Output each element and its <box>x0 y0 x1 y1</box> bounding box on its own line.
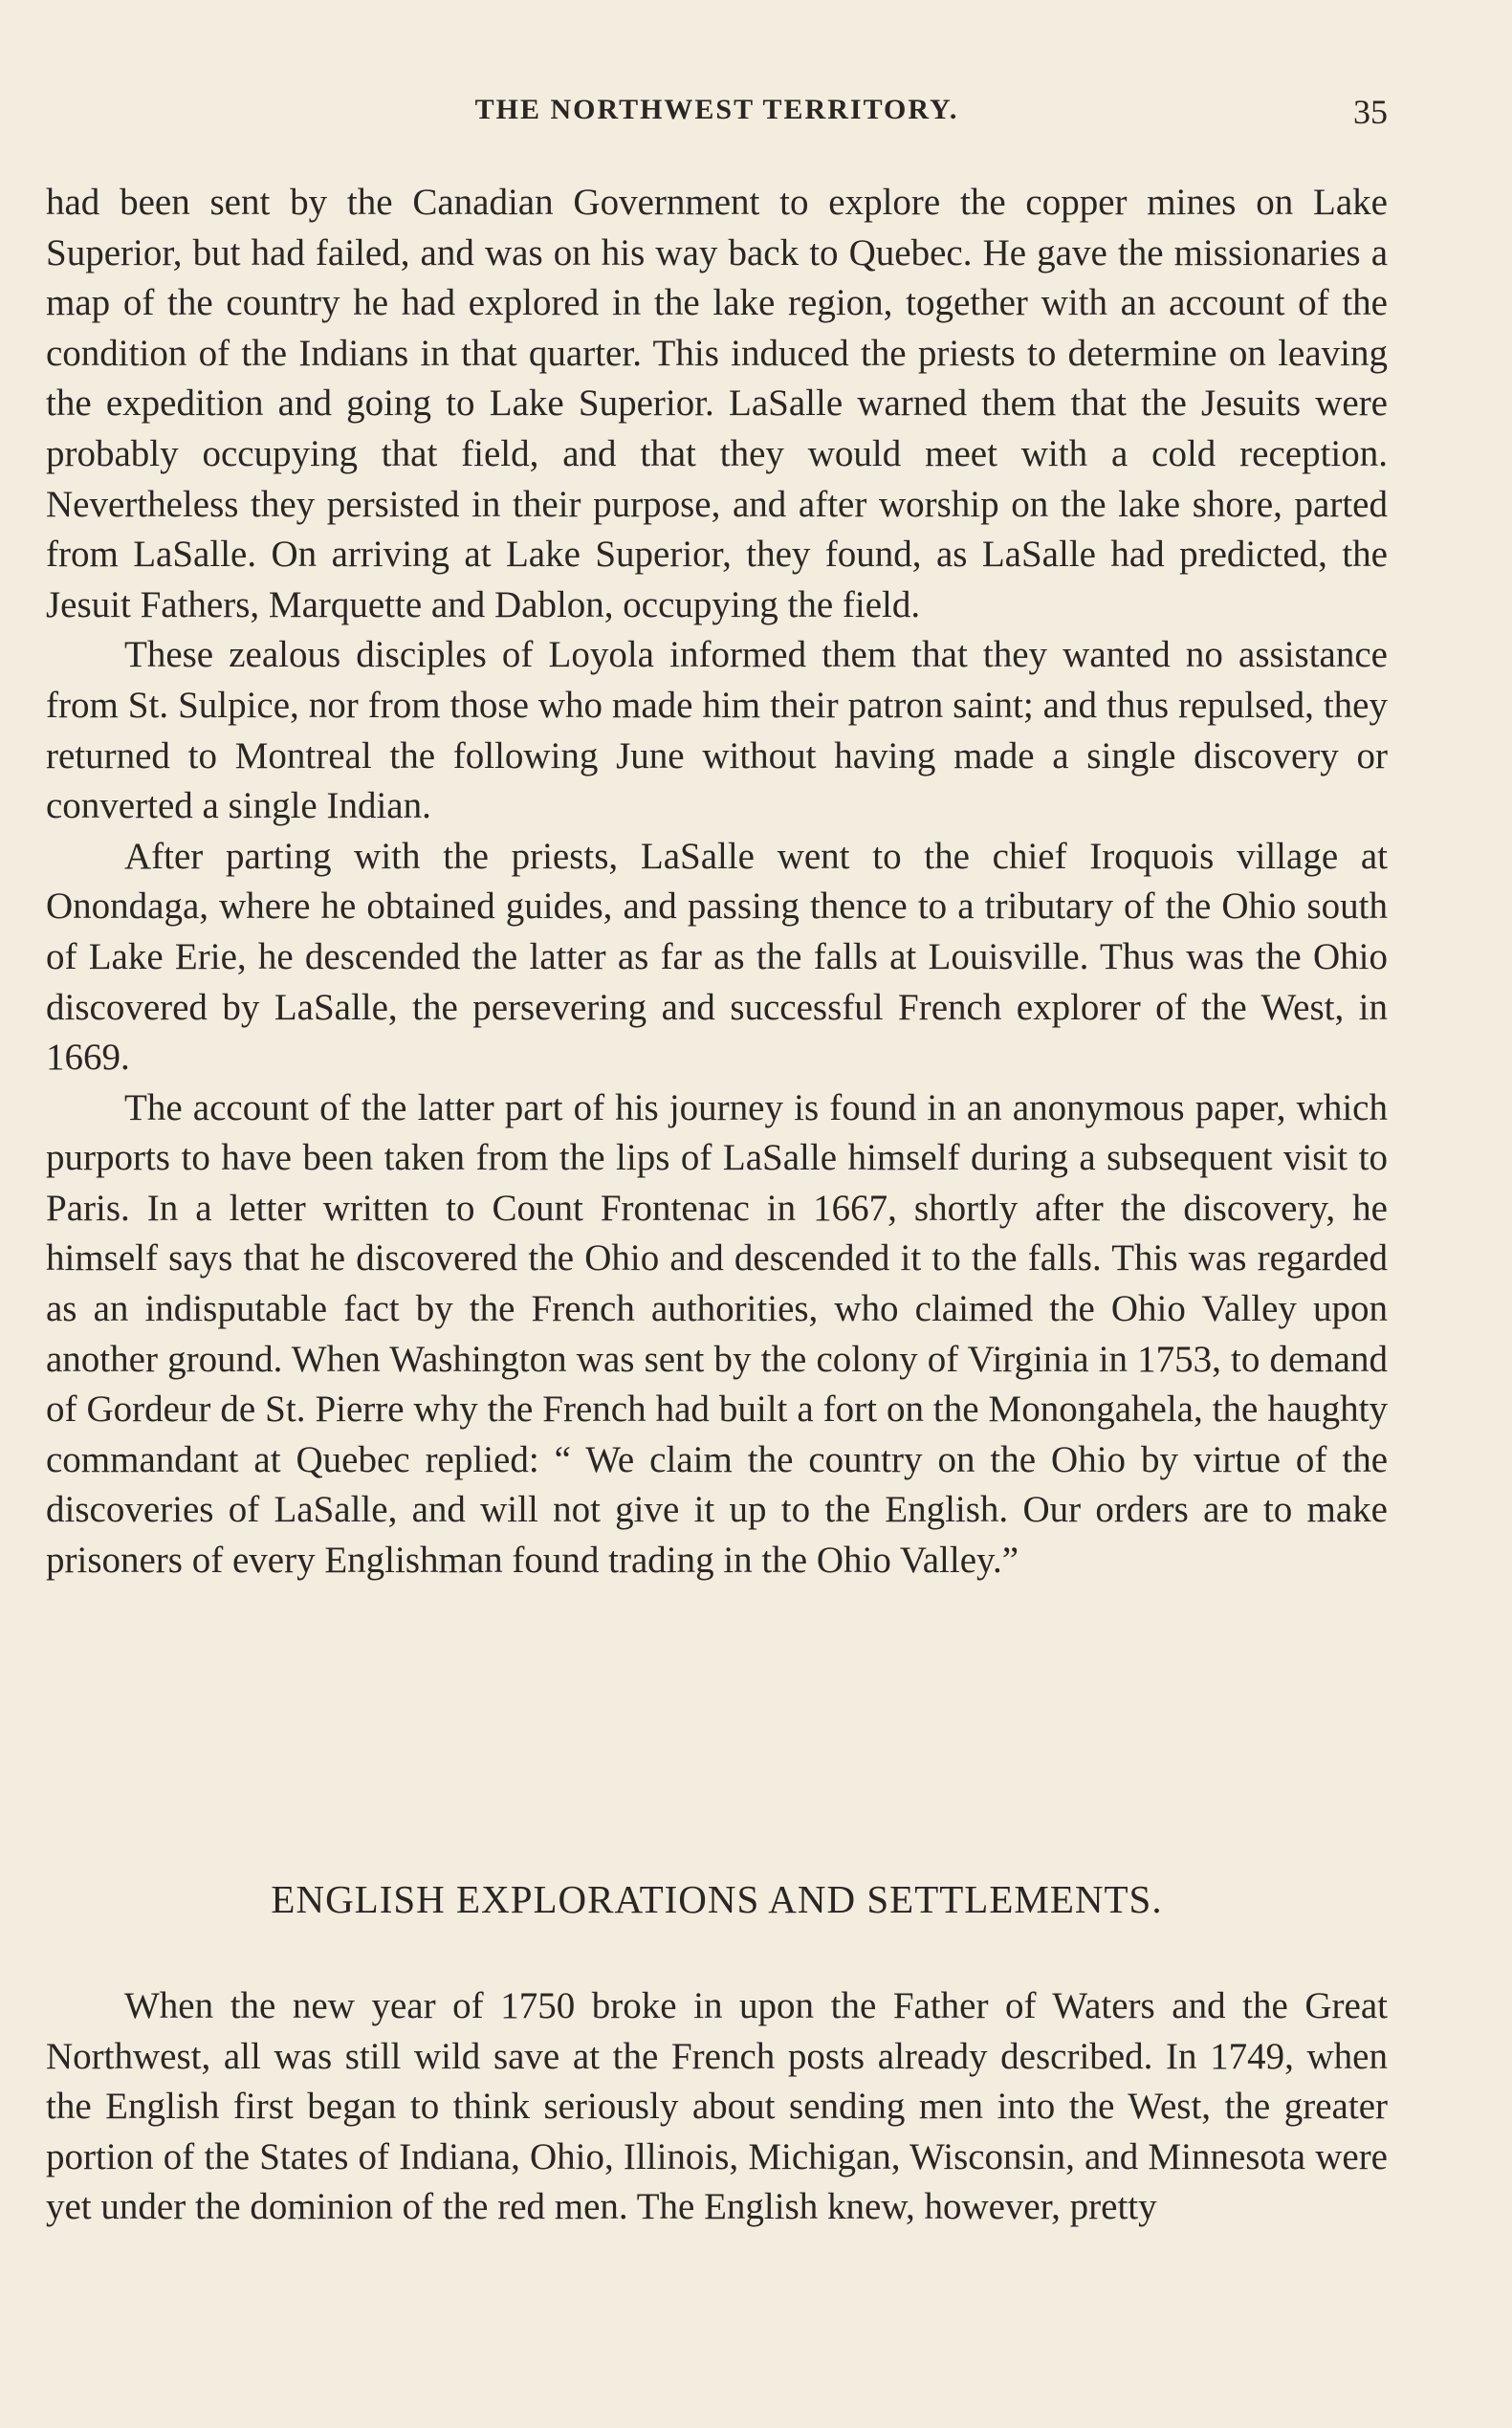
body-text-after <box>46 1981 1388 2233</box>
paragraph: These zealous disciples of Loyola informed them that they wanted no assistance from St. Sulpice, nor from those who made him their patron saint; and thus repulsed, they returned to Montreal the following June without having made a single discovery or converted a single Indian. <box>46 634 1388 827</box>
paragraph: After parting with the priests, LaSalle went to the chief Iroquois village at Onondaga, where he obtained guides, and passing thence to a tributary of the Ohio south of Lake Erie, he descended the latter as far as the falls at Louisville. Thus was the Ohio discovered by LaSalle, the persevering and successful French explorer of the West, in 1669. <box>46 835 1388 1079</box>
paragraph: had been sent by the Canadian Government to explore the copper mines on Lake Superior, but had failed, and was on his way back to Quebec. He gave the missionaries a map of the country he had explored in the lake region, together with an account of the condition of the Indians in that quarter. This induced the priests to determine on leaving the expedition and going to Lake Superior. LaSalle warned them that the Jesuits were probably occupying that field, and that they would meet with a cold reception. Nevertheless they persisted in their purpose, and after worship on the lake shore, parted from LaSalle. On arriving at Lake Superior, they found, as LaSalle had predicted, the Jesuit Fathers, Marquette and Dablon, occupying the field. <box>46 182 1388 625</box>
page-header <box>46 94 1388 142</box>
paragraph: When the new year of 1750 broke in upon the Father of Waters and the Great Northwest, all was still wild save at the French posts already described. In 1749, when the English first began to think seriously about sending men into the West, the greater portion of the States of Indiana, Ohio, Illinois, Michigan, Wisconsin, and Minnesota were yet under the dominion of the red men. The English knew, however, pretty <box>46 1985 1388 2228</box>
running-head: THE NORTHWEST TERRITORY. <box>474 94 959 125</box>
paragraph: The account of the latter part of his journey is found in an anonymous paper, which purports to have been taken from the lips of LaSalle himself during a subsequent visit to Paris. In a letter written to Count Frontenac in 1667, shortly after the discovery, he himself says that he discovered the Ohio and descended it to the falls. This was regarded as an indisputable fact by the French authorities, who claimed the Ohio Valley upon another ground. When Washington was sent by the colony of Virginia in 1753, to demand of Gordeur de St. Pierre why the French had built a fort on the Monongahela, the haughty commandant at Quebec replied: “ We claim the country on the Ohio by virtue of the discoveries of LaSalle, and will not give it up to the English. Our orders are to make prisoners of every Englishman found trading in the Ohio Valley.” <box>46 1086 1388 1582</box>
body-text-before <box>46 178 1388 1586</box>
page-number: 35 <box>1353 93 1388 131</box>
section-heading: ENGLISH EXPLORATIONS AND SETTLEMENTS. <box>271 1877 1163 1921</box>
